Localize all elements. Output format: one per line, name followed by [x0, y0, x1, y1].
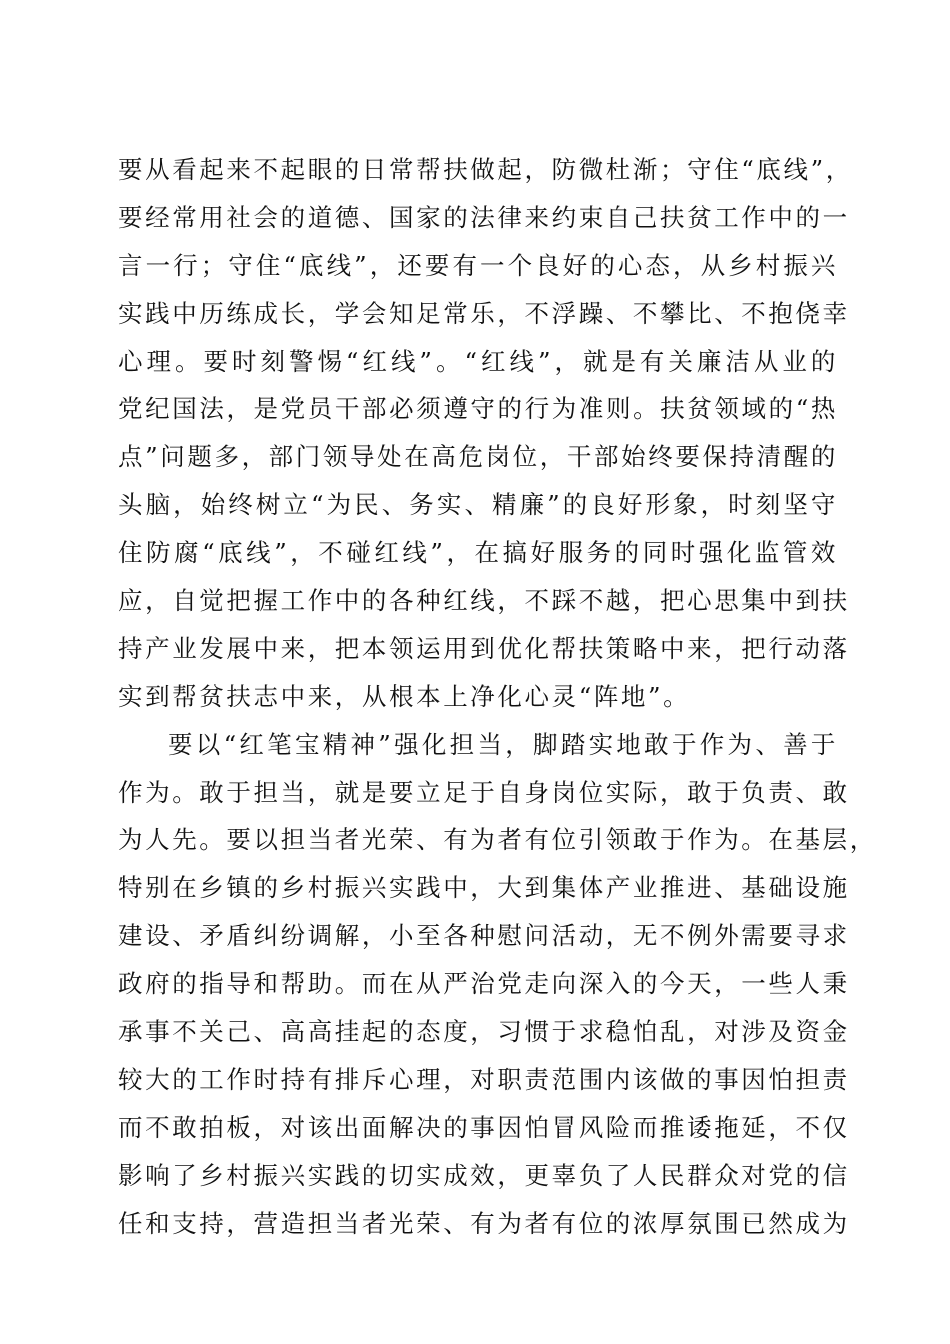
paragraph-2-line-3: 为人先。要以担当者光荣、有为者有位引领敢于作为。在基层， [118, 825, 877, 855]
paragraph-2 [118, 721, 877, 1248]
paragraph-2-line-5: 建设、矛盾纠纷调解，小至各种慰问活动，无不例外需要寻求 [118, 921, 850, 951]
paragraph-2-line-4: 特别在乡镇的乡村振兴实践中，大到集体产业推进、基础设施 [118, 873, 850, 903]
paragraph-1-line-4: 实践中历练成长，学会知足常乐，不浮躁、不攀比、不抱侥幸 [118, 298, 850, 328]
paragraph-2-line-2: 作为。敢于担当，就是要立足于自身岗位实际，敢于负责、敢 [118, 777, 850, 807]
paragraph-2-line-10: 影响了乡村振兴实践的切实成效，更辜负了人民群众对党的信 [118, 1160, 850, 1190]
paragraph-1 [118, 146, 853, 721]
paragraph-1-line-6: 党纪国法，是党员干部必须遵守的行为准则。扶贫领域的“热 [118, 394, 838, 424]
document-body [118, 146, 877, 1247]
paragraph-1-line-5: 心理。要时刻警惕“红线”。“红线”，就是有关廉洁从业的 [118, 346, 838, 376]
paragraph-2-line-6: 政府的指导和帮助。而在从严治党走向深入的今天，一些人秉 [118, 969, 850, 999]
paragraph-2-line-7: 承事不关己、高高挂起的态度，习惯于求稳怕乱，对涉及资金 [118, 1017, 850, 1047]
paragraph-2-line-1: 要以“红笔宝精神”强化担当，脚踏实地敢于作为、善于 [168, 729, 838, 759]
paragraph-2-line-9: 而不敢拍板，对该出面解决的事因怕冒风险而推诿拖延，不仅 [118, 1112, 850, 1142]
paragraph-1-line-10: 应，自觉把握工作中的各种红线，不踩不越，把心思集中到扶 [118, 586, 850, 616]
paragraph-2-line-11: 任和支持，营造担当者光荣、有为者有位的浓厚氛围已然成为 [118, 1208, 850, 1238]
paragraph-1-line-12: 实到帮贫扶志中来，从根本上净化心灵“阵地”。 [118, 681, 691, 711]
paragraph-2-line-8: 较大的工作时持有排斥心理，对职责范围内该做的事因怕担责 [118, 1064, 850, 1094]
paragraph-1-line-1: 要从看起来不起眼的日常帮扶做起，防微杜渐；守住“底线”， [118, 155, 853, 184]
paragraph-1-line-11: 持产业发展中来，把本领运用到优化帮扶策略中来，把行动落 [118, 633, 850, 663]
paragraph-1-line-3: 言一行；守住“底线”，还要有一个良好的心态，从乡村振兴 [118, 250, 838, 280]
paragraph-1-line-7: 点”问题多，部门领导处在高危岗位，干部始终要保持清醒的 [118, 442, 838, 472]
paragraph-1-line-8: 头脑，始终树立“为民、务实、精廉”的良好形象，时刻坚守 [118, 490, 838, 520]
paragraph-1-line-2: 要经常用社会的道德、国家的法律来约束自己扶贫工作中的一 [118, 202, 850, 232]
paragraph-1-line-9: 住防腐“底线”，不碰红线”，在搞好服务的同时强化监管效 [118, 538, 838, 568]
